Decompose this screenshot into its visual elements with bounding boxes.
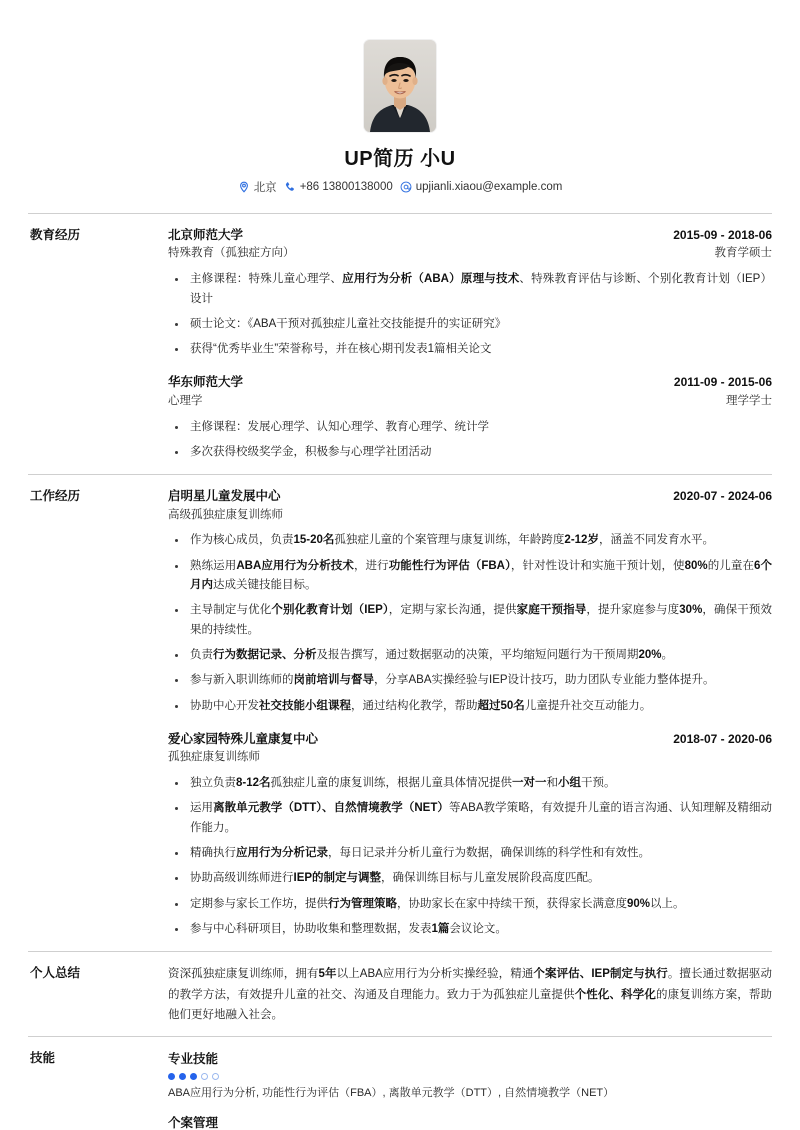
phone-icon [284,181,296,193]
section-body-work [168,487,772,941]
company-name: 启明星儿童发展中心 [168,489,281,504]
rating-dot-filled [179,1073,186,1080]
education-date: 2015-09 - 2018-06 [673,228,772,242]
work-bullets [168,531,772,716]
contact-location-value: 北京 [253,182,277,194]
entry-head [168,373,772,392]
major-name: 特殊教育（孤独症方向） [168,247,295,260]
entry-head [168,226,772,245]
degree-name: 教育学硕士 [714,247,772,260]
education-date: 2011-09 - 2015-06 [673,375,772,390]
skill-description: ABA应用行为分析, 功能性行为评估（FBA）, 离散单元教学（DTT）, 自然情境教学（NET） [168,1086,615,1099]
company-name: 爱心家园特殊儿童康复中心 [168,731,319,746]
email-at-icon [400,181,412,193]
list-item: 独立负责8-12名孤独症儿童的康复训练，根据儿童具体情况提供一对一和小组干预。 [168,774,772,793]
degree-name: 理学学士 [726,394,772,407]
rating-dot-filled [190,1073,197,1080]
rating-dot-empty [212,1073,219,1080]
contact-row [28,179,772,195]
education-entry [168,373,772,462]
education-bullets [168,270,772,359]
work-entry [168,730,772,939]
section-body-education [168,226,772,464]
section-summary [28,951,772,1035]
contact-email-value: upjianli.xiaou@example.com [415,181,563,193]
contact-phone [284,181,393,193]
list-item: 主修课程：发展心理学、认知心理学、教育心理学、统计学 [168,418,772,437]
job-title: 孤独症康复训练师 [168,751,260,764]
list-item: 参与中心科研项目，协助收集和整理数据，发表1篇会议论文。 [168,920,772,939]
list-item: 获得“优秀毕业生”荣誉称号，并在核心期刊发表1篇相关论文 [168,340,772,359]
entry-sub [168,245,772,263]
entry-head [168,487,772,506]
list-item: 参与新入职训练师的岗前培训与督导，分享ABA实操经验与IEP设计技巧，助力团队专业能力整体提升。 [168,671,772,690]
contact-location [238,179,277,195]
list-item: 硕士论文：《ABA干预对孤独症儿童社交技能提升的实证研究》 [168,315,772,334]
section-label-summary: 个人总结 [30,966,81,981]
location-pin-icon [238,181,250,193]
list-item: 主修课程：特殊儿童心理学、应用行为分析（ABA）原理与技术、特殊教育评估与诊断、个别化教育计划（IEP）设计 [168,270,772,309]
skill-rating-dots [168,1073,772,1080]
list-item: 多次获得校级奖学金，积极参与心理学社团活动 [168,443,772,462]
summary-text: 资深孤独症康复训练师，拥有5年以上ABA应用行为分析实操经验，精通个案评估、IEP制定与执行。擅长通过数据驱动的教学方法，有效提升儿童的社交、沟通及自理能力。致力于为孤独症儿童提供个性化、科学化的康复训练方案，帮助他们更好地融入社会。 [168,968,773,1022]
skill-block [168,1049,772,1103]
list-item: 作为核心成员，负责15-20名孤独症儿童的个案管理与康复训练，年龄跨度2-12岁，涵盖不同发育水平。 [168,531,772,550]
section-body-summary [168,964,772,1025]
section-education [28,213,772,474]
work-bullets [168,774,772,939]
section-label-education: 教育经历 [30,228,81,242]
section-skills [28,1036,772,1130]
page-title: UP简历 小U [344,148,456,170]
entry-head [168,730,772,749]
work-date: 2020-07 - 2024-06 [673,489,772,504]
list-item: 定期参与家长工作坊，提供行为管理策略，协助家长在家中持续干预，获得家长满意度90%以上。 [168,895,772,914]
section-body-skills [168,1049,772,1130]
school-name: 华东师范大学 [168,375,244,390]
resume-header [28,40,772,213]
entry-sub [168,507,772,525]
list-item: 协助高级训练师进行IEP的制定与调整，确保训练目标与儿童发展阶段高度匹配。 [168,869,772,888]
education-bullets [168,418,772,463]
job-title: 高级孤独症康复训练师 [168,508,283,521]
skill-name: 个案管理 [168,1116,219,1130]
education-entry [168,226,772,359]
contact-email [400,181,563,193]
school-name: 北京师范大学 [168,228,244,242]
section-label-skills: 技能 [30,1050,56,1065]
rating-dot-filled [168,1073,175,1080]
section-label-work: 工作经历 [30,489,81,504]
section-work-experience [28,474,772,951]
list-item: 主导制定与优化个别化教育计划（IEP），定期与家长沟通，提供家庭干预指导，提升家庭参与度30%，确保干预效果的持续性。 [168,601,772,640]
skill-name: 专业技能 [168,1051,219,1066]
contact-phone-value: +86 13800138000 [299,181,393,193]
major-name: 心理学 [168,394,203,407]
list-item: 运用离散单元教学（DTT）、自然情境教学（NET）等ABA教学策略，有效提升儿童的语言沟通、认知理解及精细动作能力。 [168,799,772,838]
entry-sub [168,393,772,411]
avatar-container [28,40,772,132]
work-entry [168,487,772,716]
list-item: 协助中心开发社交技能小组课程，通过结构化教学，帮助超过50名儿童提升社交互动能力。 [168,697,772,716]
entry-sub [168,749,772,767]
list-item: 精确执行应用行为分析记录，每日记录并分析儿童行为数据，确保训练的科学性和有效性。 [168,844,772,863]
work-date: 2018-07 - 2020-06 [673,731,772,746]
rating-dot-empty [201,1073,208,1080]
list-item: 熟练运用ABA应用行为分析技术，进行功能性行为评估（FBA），针对性设计和实施干预计划，使80%的儿童在6个月内达成关键技能目标。 [168,557,772,596]
avatar [364,40,436,132]
list-item: 负责行为数据记录、分析及报告撰写，通过数据驱动的决策，平均缩短问题行为干预周期20%。 [168,646,772,665]
skill-block [168,1113,772,1130]
